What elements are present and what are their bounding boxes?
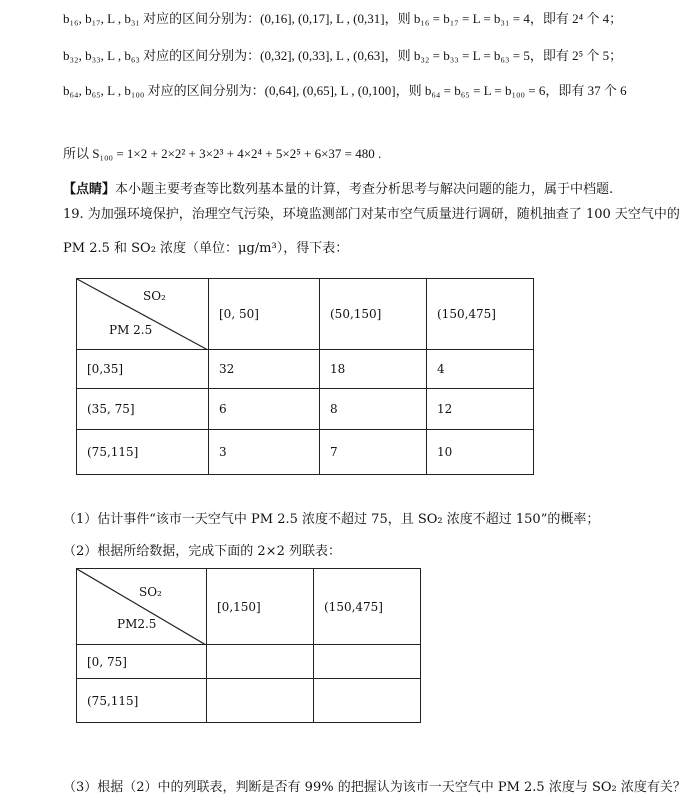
problem-19-line-1: 19. 为加强环境保护，治理空气污染，环境监测部门对某市空气质量进行调研，随机抽查了 100 天空气中的 bbox=[63, 207, 680, 222]
table1-pm25-label: PM 2.5 bbox=[109, 323, 153, 337]
pm25-so2-table bbox=[76, 278, 534, 475]
table-row bbox=[77, 350, 534, 389]
row-label: (75,115] bbox=[77, 430, 209, 475]
cell: 3 bbox=[209, 430, 320, 475]
table1-header-2: (150,475] bbox=[427, 279, 534, 350]
row-label: (75,115] bbox=[77, 679, 207, 723]
table-row bbox=[77, 389, 534, 430]
problem-19-line-2: PM 2.5 和 SO₂ 浓度（单位：μg/m³），得下表： bbox=[63, 241, 349, 256]
empty-cell[interactable] bbox=[207, 645, 314, 679]
table2-so2-label: SO₂ bbox=[139, 585, 162, 599]
row-label: [0, 75] bbox=[77, 645, 207, 679]
question-2: （2）根据所给数据，完成下面的 2×2 列联表： bbox=[63, 544, 341, 559]
table1-header-0: [0, 50] bbox=[209, 279, 320, 350]
cell: 4 bbox=[427, 350, 534, 389]
solution-line-b64-b100: b₆₄, b₆₅, L , b₁₀₀ 对应的区间分别为：(0,64], (0,65], L , (0,100]，则 b₆₄ = b₆₅ = L = b₁₀₀ = 6，即有 37 个 6 bbox=[63, 83, 627, 98]
cell: 18 bbox=[320, 350, 427, 389]
table1-corner-cell bbox=[77, 279, 209, 350]
empty-cell[interactable] bbox=[207, 679, 314, 723]
table2-header-1: (150,475] bbox=[314, 569, 421, 645]
table-row bbox=[77, 430, 534, 475]
cell: 12 bbox=[427, 389, 534, 430]
cell: 8 bbox=[320, 389, 427, 430]
cell: 6 bbox=[209, 389, 320, 430]
remark-text: 本小题主要考查等比数列基本量的计算，考查分析思考与解决问题的能力，属于中档题. bbox=[115, 182, 614, 197]
contingency-table-2x2 bbox=[76, 568, 421, 723]
empty-cell[interactable] bbox=[314, 679, 421, 723]
diagonal-line bbox=[77, 569, 206, 645]
table2-pm25-label: PM2.5 bbox=[117, 617, 157, 631]
row-label: [0,35] bbox=[77, 350, 209, 389]
table-row bbox=[77, 645, 421, 679]
solution-line-b16-b31: b₁₆, b₁₇, L , b₃₁ 对应的区间分别为：(0,16], (0,17], L , (0,31]，则 b₁₆ = b₁₇ = L = b₃₁ = 4，即有 2⁴ 个 4； bbox=[63, 11, 623, 26]
solution-sum-line: 所以 S₁₀₀ = 1×2 + 2×2² + 3×2³ + 4×2⁴ + 5×2⁵ + 6×37 = 480 . bbox=[63, 146, 382, 161]
table2-header-0: [0,150] bbox=[207, 569, 314, 645]
remark-tag: 【点睛】 bbox=[63, 182, 116, 197]
cell: 10 bbox=[427, 430, 534, 475]
table1-so2-label: SO₂ bbox=[143, 289, 166, 303]
table-row bbox=[77, 679, 421, 723]
table2-corner-cell bbox=[77, 569, 207, 645]
empty-cell[interactable] bbox=[314, 645, 421, 679]
row-label: (35, 75] bbox=[77, 389, 209, 430]
cell: 7 bbox=[320, 430, 427, 475]
question-1: （1）估计事件“该市一天空气中 PM 2.5 浓度不超过 75，且 SO₂ 浓度不超过 150”的概率； bbox=[63, 512, 600, 527]
table1-header-1: (50,150] bbox=[320, 279, 427, 350]
cell: 32 bbox=[209, 350, 320, 389]
solution-line-b32-b63: b₃₂, b₃₃, L , b₆₃ 对应的区间分别为：(0,32], (0,33], L , (0,63]，则 b₃₂ = b₃₃ = L = b₆₃ = 5，即有 2⁵ 个 5； bbox=[63, 48, 623, 63]
question-3: （3）根据（2）中的列联表，判断是否有 99% 的把握认为该市一天空气中 PM 2.5 浓度与 SO₂ 浓度有关？ bbox=[63, 780, 686, 795]
remark-line bbox=[63, 178, 613, 197]
